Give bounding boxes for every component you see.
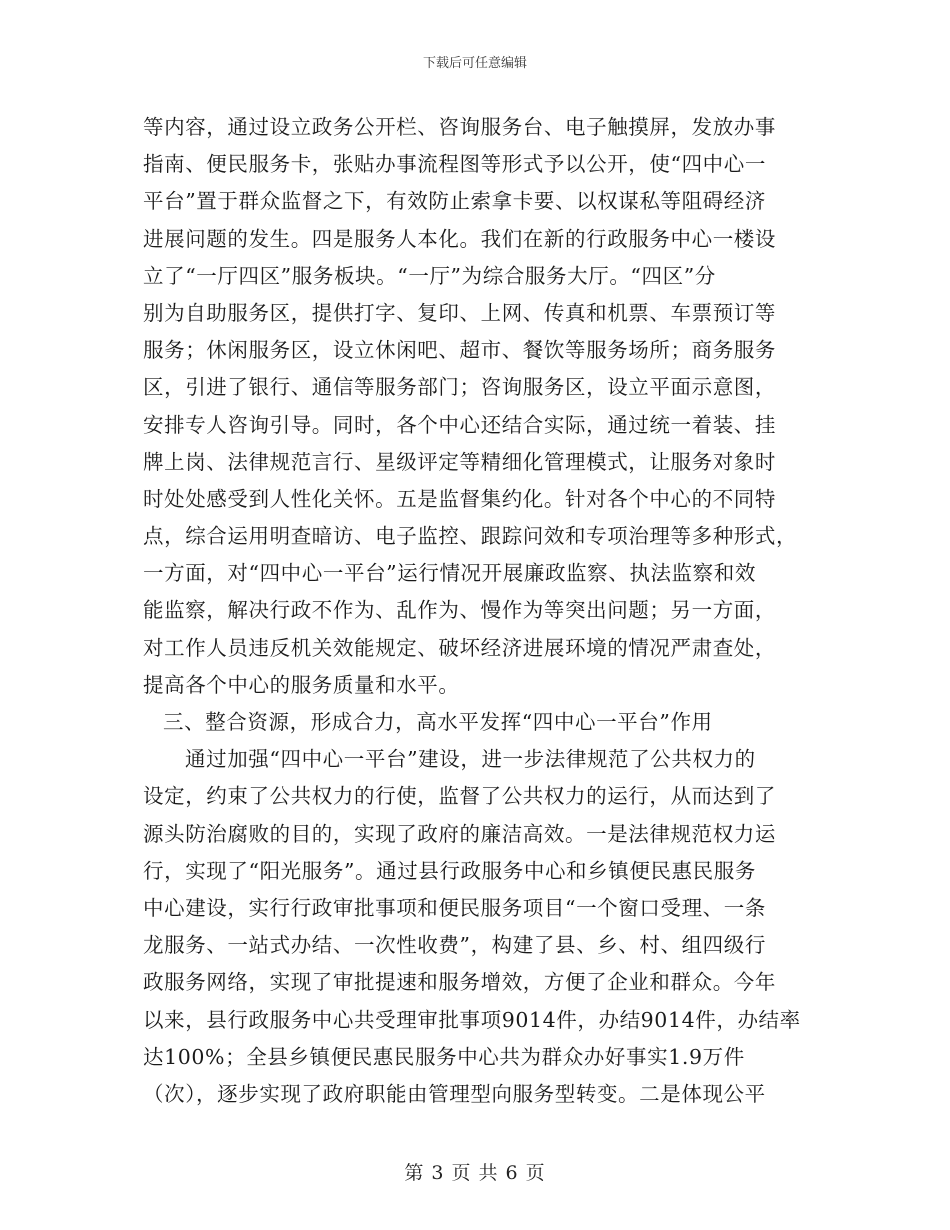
body-line: 等内容，通过设立政务公开栏、咨询服务台、电子触摸屏，发放办事 (143, 115, 776, 139)
body-line: 时处处感受到人性化关怀。五是监督集约化。针对各个中心的不同特 (143, 486, 776, 511)
body-line: 进展问题的发生。四是服务人本化。我们在新的行政服务中心一楼设 (143, 226, 776, 251)
body-line: 政服务网络，实现了审批提速和服务增效，方便了企业和群众。今年 (143, 970, 776, 995)
page-number: 第 3 页 共 6 页 (404, 1162, 546, 1184)
body-line: 源头防治腐败的目的，实现了政府的廉洁高效。一是法律规范权力运 (143, 821, 776, 846)
section-heading: 三、整合资源，形成合力，高水平发挥“四中心一平台”作用 (163, 710, 713, 734)
body-line: 安排专人咨询引导。同时，各个中心还结合实际，通过统一着装、挂 (143, 412, 776, 437)
body-line: 别为自助服务区，提供打字、复印、上网、传真和机票、车票预订等 (143, 300, 776, 325)
body-line: 通过加强“四中心一平台”建设，进一步法律规范了公共权力的 (185, 747, 756, 772)
body-line: 服务；休闲服务区，设立休闲吧、超市、餐饮等服务场所；商务服务 (143, 338, 776, 363)
body-line: 牌上岗、法律规范言行、星级评定等精细化管理模式，让服务对象时 (143, 449, 776, 474)
body-line: 点，综合运用明查暗访、电子监控、跟踪问效和专项治理等多种形式， (143, 524, 798, 549)
body-line: 一方面，对“四中心一平台”运行情况开展廉政监察、执法监察和效 (143, 561, 756, 586)
body-line: 指南、便民服务卡，张贴办事流程图等形式予以公开，使“四中心一 (143, 152, 766, 177)
body-line: 中心建设，实行行政审批事项和便民服务项目“一个窗口受理、一条 (143, 895, 766, 920)
body-line: 达100%；全县乡镇便民惠民服务中心共为群众办好事实1.9万件 (143, 1044, 745, 1069)
body-line: 提高各个中心的服务质量和水平。 (143, 672, 460, 697)
document-body (143, 109, 811, 1113)
body-line: 能监察，解决行政不作为、乱作为、慢作为等突出问题；另一方面， (143, 598, 776, 623)
body-line: 龙服务、一站式办结、一次性收费”，构建了县、乡、村、组四级行 (143, 933, 766, 958)
body-line: （次），逐步实现了政府职能由管理型向服务型转变。二是体现公平 (143, 1081, 766, 1106)
page-header: 下载后可任意编辑 (422, 56, 527, 71)
body-line: 对工作人员违反机关效能规定、破坏经济进展环境的情况严肃查处， (143, 635, 776, 660)
body-line: 立了“一厅四区”服务板块。“一厅”为综合服务大厅。“四区”分 (143, 263, 716, 288)
body-line: 区，引进了银行、通信等服务部门；咨询服务区，设立平面示意图， (143, 375, 776, 400)
body-line: 设定，约束了公共权力的行使，监督了公共权力的运行，从而达到了 (143, 784, 776, 809)
body-line: 平台”置于群众监督之下，有效防止索拿卡要、以权谋私等阻碍经济 (143, 189, 766, 214)
body-line: 以来，县行政服务中心共受理审批事项9014件，办结9014件，办结率 (143, 1007, 801, 1032)
body-line: 行，实现了“阳光服务”。通过县行政服务中心和乡镇便民惠民服务 (143, 858, 756, 883)
